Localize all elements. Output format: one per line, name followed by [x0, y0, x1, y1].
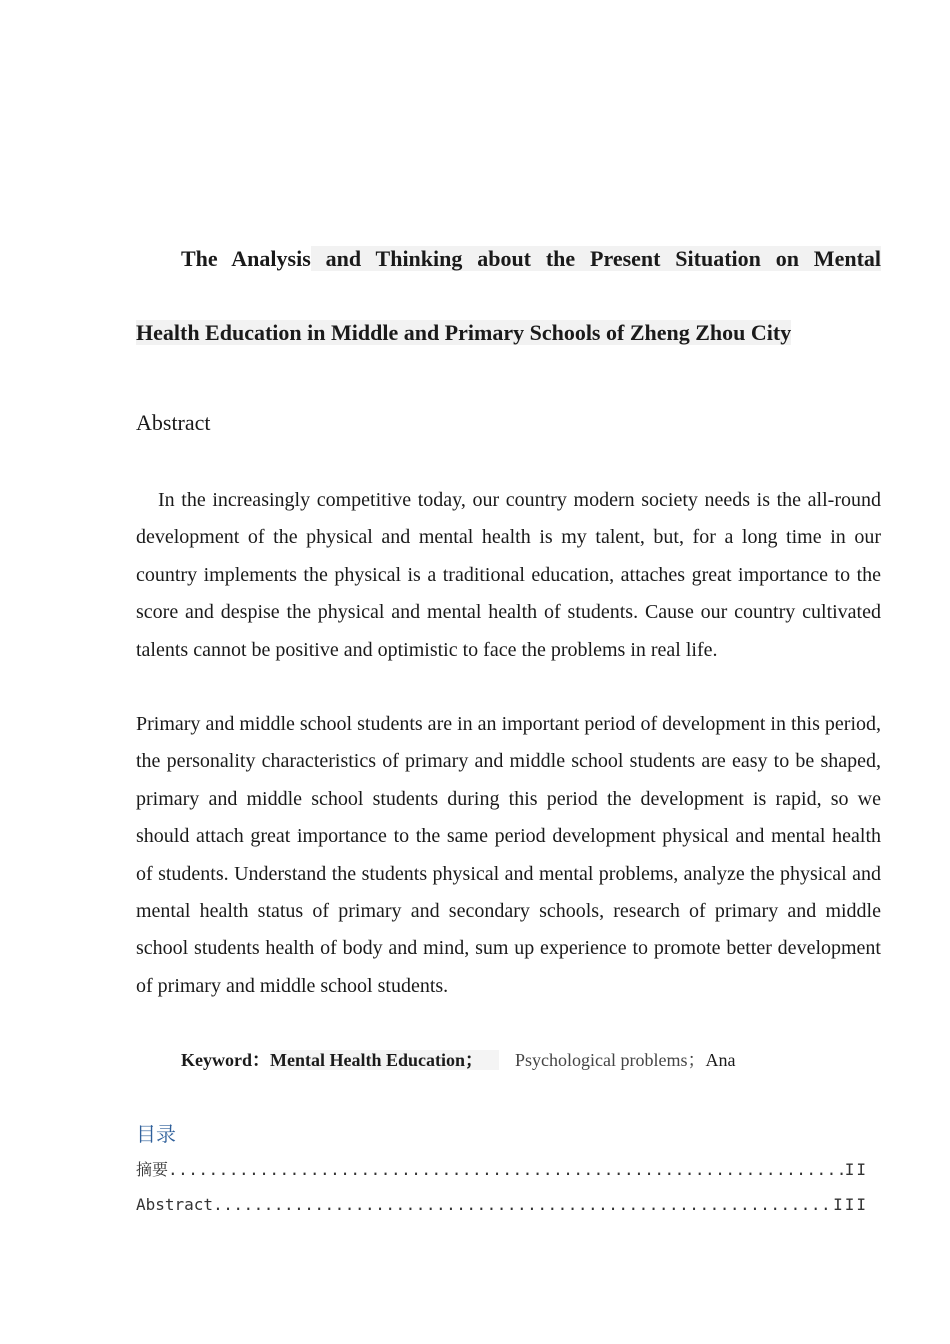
keywords-label: Keyword： [181, 1050, 270, 1070]
title-line-2-text: Health Education in Middle and Primary Schools of Zheng Zhou City [136, 320, 792, 345]
keyword-term-2: Psychological problems； [515, 1050, 706, 1070]
toc-entry-page: II [844, 1160, 868, 1179]
keyword-term-3: Ana [705, 1050, 736, 1070]
toc-leader-dots [213, 1193, 833, 1217]
toc-heading: 目录 [136, 1122, 176, 1146]
abstract-heading: Abstract [136, 410, 211, 435]
toc-entry-abstract-cn[interactable] [136, 1158, 868, 1182]
title-part-2: and Thinking about the Present Situation on Mental [310, 246, 882, 271]
abstract-paragraph-1: In the increasingly competitive today, our country modern society needs is the all-round development of the physical and mental health is my talent, but, for a long time in our country implements the physical is a traditional education, attaches great importance to the score and despise the physical and mental health of students. Cause our country cultivated talents cannot be positive and optimistic to face the problems in real life. [136, 489, 881, 661]
toc-entry-label: Abstract [136, 1195, 214, 1214]
keywords-line [181, 1046, 736, 1074]
keyword-term-1: Mental Health Education； [270, 1050, 499, 1070]
toc-entry-page: III [833, 1195, 868, 1214]
title-part-1: The Analysis [181, 246, 311, 271]
abstract-paragraph-2: Primary and middle school students are in an important period of development in this period, the personality characteristics of primary and middle school students are easy to be shaped, primary and middle school students during this period the development is rapid, so we should attach great importance to the same period development physical and mental health of students. Understand the students physical and mental problems, analyze the physical and mental health status of primary and secondary schools, research of primary and middle school students health of body and mind, sum up experience to promote better development of primary and middle school students. [136, 713, 881, 997]
toc-entry-label: 摘要 [136, 1160, 169, 1179]
toc-leader-dots [168, 1158, 845, 1182]
title-line-2 [136, 318, 881, 348]
title-line-1 [136, 244, 881, 274]
toc-entry-abstract-en[interactable] [136, 1193, 868, 1217]
